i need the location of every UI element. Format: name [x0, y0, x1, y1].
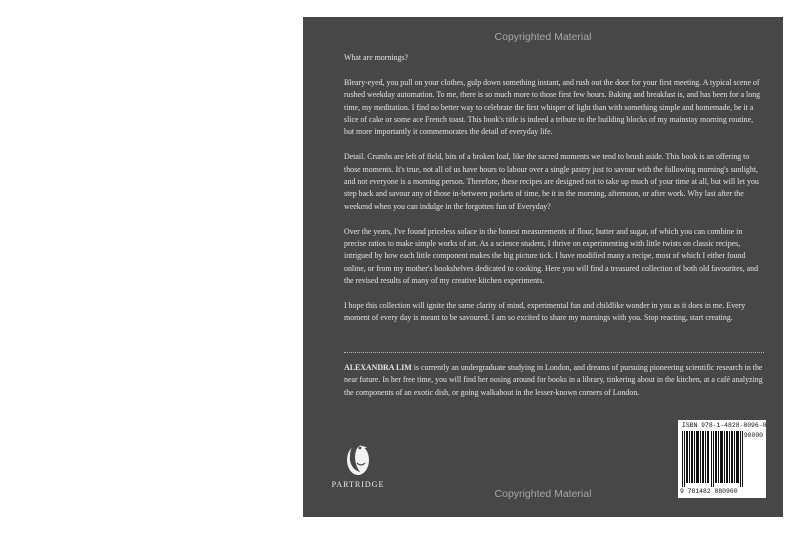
- blurb-paragraph-2: Bleary-eyed, you pull on your clothes, gulp down something instant, and rush out the door for your first meeting. A typical scene of rushed weekday automation. To me, there is so much more to those first few hours. Baking and breakfast is, and has been for a long time, my meditation. I find no better way to celebrate the first whisper of light than with something simple and homemade, be it a slice of cake or some ace French toast. This book's title is indeed a tribute to the building blocks of my mainstay morning routine, but more importantly it commemorates the detail of everyday life.: [344, 77, 761, 137]
- barcode-bars-icon: [682, 431, 744, 487]
- book-back-cover: [303, 17, 783, 517]
- blurb-paragraph-4: Over the years, I've found priceless solace in the honest measurements of flour, butter and sugar, of which you can combine in precise ratios to make simple works of art. As a science student, I thrive on experimenting with little twists on classic recipes, intrigued by how each little component makes the big picture tick. I have modified many a recipe, most of which I either found online, or from my mother's bookshelves dedicated to cooking. Here you will find a treasured collection of both old favourites, and the revised results of many of my creative kitchen experiments.: [344, 226, 759, 286]
- barcode-digits: 9 781482 880960: [680, 488, 738, 495]
- author-name: ALEXANDRA LIM: [344, 363, 412, 372]
- blurb-paragraph-1: What are mornings?: [344, 53, 408, 62]
- blurb-paragraph-3: Detail. Crumbs are left of field, bits of a broken loaf, like the sacred moments we tend to brush aside. This book is an offering to those moments. It's true, not all of us have hours to labour over a single pastry just to savour with the following morning's sunlight, and not everyone is a morning person. Therefore, these recipes are designed not to take up much of your time at all, but will let you step back and savour any of those in-between pockets of time, be it in the morning, afternoon, or after work. Why last after the weekend when you can indulge in the forgotten fun of Everyday?: [344, 152, 759, 211]
- isbn-barcode: [678, 420, 766, 498]
- copyright-watermark-top: Copyrighted Material: [494, 31, 592, 43]
- price-code: 90000: [743, 432, 763, 439]
- partridge-bird-logo-icon: [344, 439, 372, 477]
- blurb-paragraph-5: I hope this collection will ignite the same clarity of mind, experimental fun and childlike wonder in you as it does in me. Every moment of every day is meant to be savoured. I am so excited to share my mornings with you. Stop reacting, start creating.: [344, 301, 746, 323]
- publisher-block: [323, 439, 393, 489]
- blurb-text: [344, 52, 764, 337]
- copyright-watermark-bottom: Copyrighted Material: [494, 488, 592, 500]
- publisher-name: PARTRIDGE: [331, 480, 385, 489]
- author-bio: [344, 362, 764, 399]
- isbn-number: ISBN 978-1-4828-8096-0: [682, 422, 767, 429]
- dotted-divider: [344, 352, 764, 353]
- author-bio-text: is currently an undergraduate studying in London, and dreams of pursuing pioneering scientific research in the near future. In her free time, you will find her nosing around for books in a library, tinkering about in the kitchen, at a café analyzing the components of an exotic dish, or going walkabout in the lesser-known corners of London.: [344, 363, 763, 397]
